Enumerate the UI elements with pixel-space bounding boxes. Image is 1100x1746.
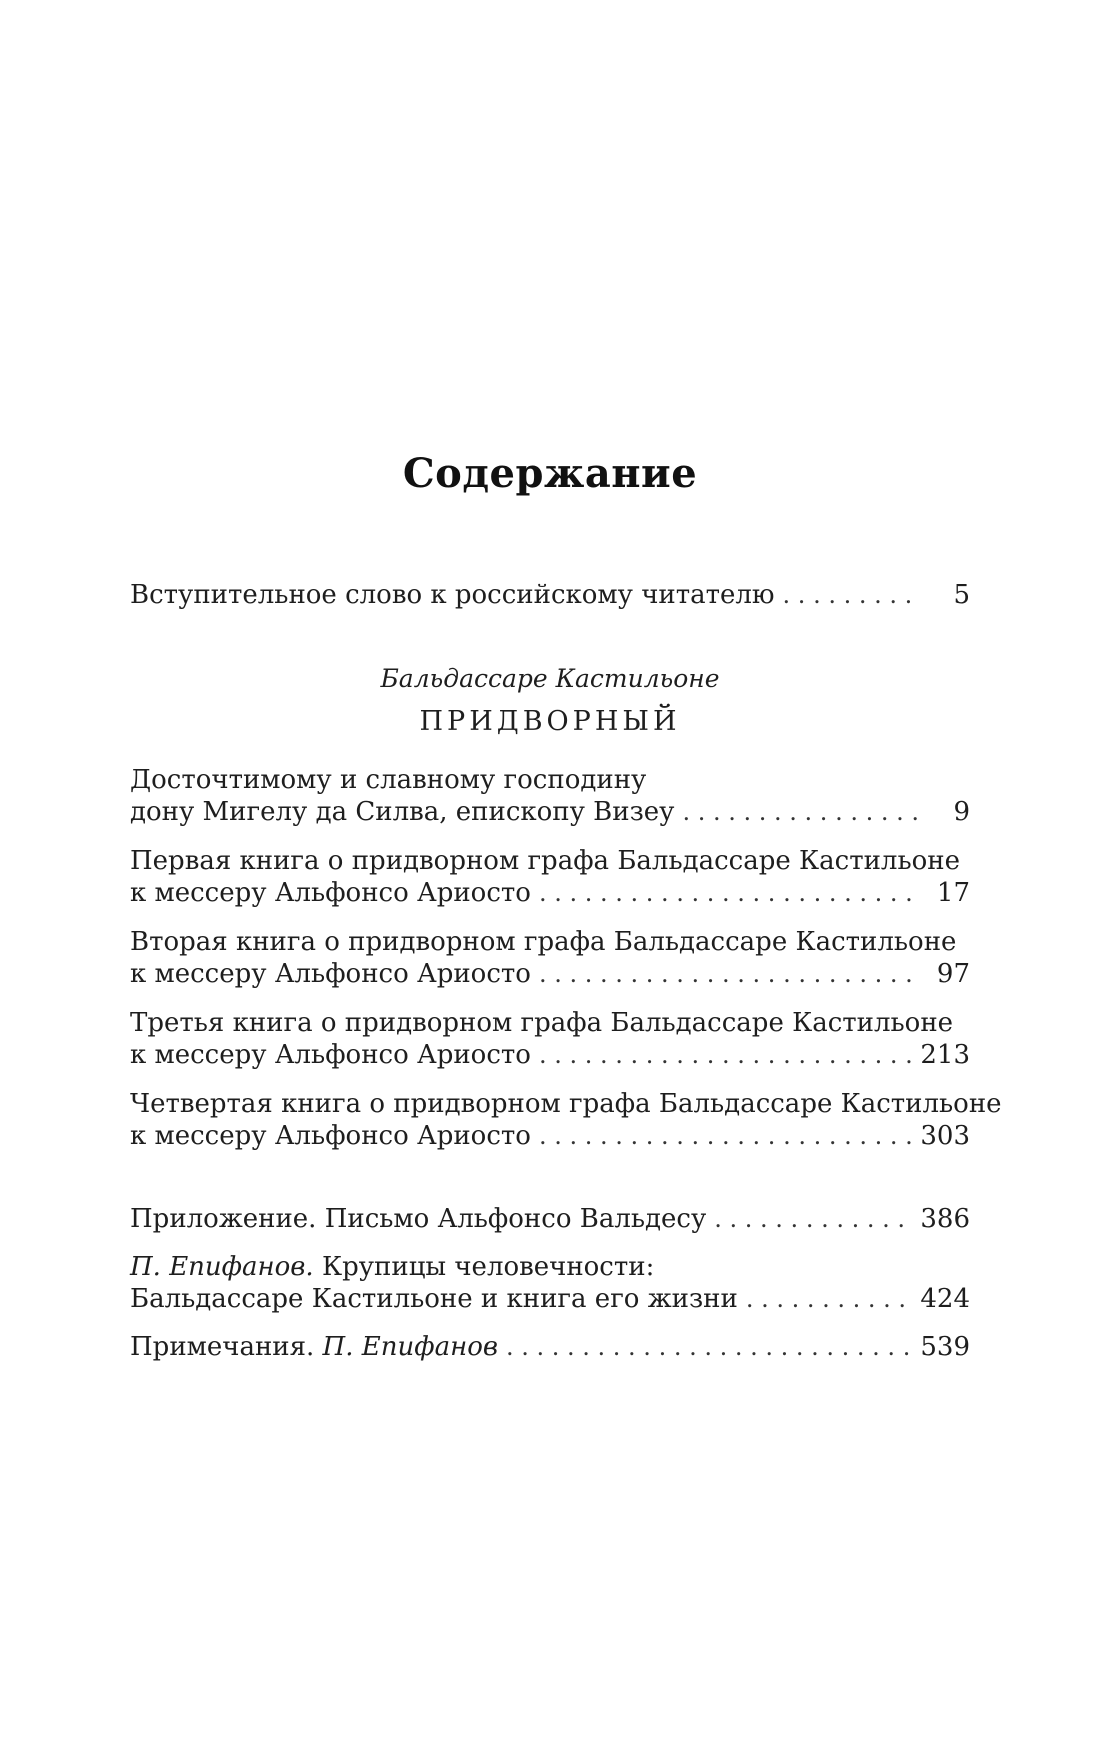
- section-author: Бальдассаре Кастильоне: [380, 664, 720, 693]
- dot-leader: [506, 1331, 912, 1363]
- toc-entry-essay[interactable]: [130, 1251, 970, 1315]
- toc-entry-line2: к мессеру Альфонсо Ариосто: [130, 959, 531, 989]
- dot-leader: [746, 1283, 913, 1315]
- section-title: ПРИДВОРНЫЙ: [419, 706, 681, 737]
- toc-entry-line2: к мессеру Альфонсо Ариосто: [130, 1040, 531, 1070]
- toc-page-number: 303: [920, 1121, 970, 1151]
- toc-entry-author: П. Епифанов: [322, 1332, 498, 1362]
- dot-leader: [539, 1039, 912, 1071]
- toc-page-number: 213: [920, 1040, 970, 1070]
- toc-entry-text: Приложение. Письмо Альфонсо Вальдесу: [130, 1204, 707, 1234]
- toc-page-number: 9: [953, 797, 970, 827]
- toc-entry-book-3[interactable]: [130, 1007, 970, 1071]
- dot-leader: [682, 796, 922, 828]
- toc-page-number: 17: [936, 878, 970, 908]
- dot-leader: [714, 1203, 912, 1235]
- toc-entry-line1: Досточтимому и славному господину: [130, 765, 647, 795]
- toc-entry-text: Примечания.: [130, 1332, 323, 1362]
- dot-leader: [783, 579, 922, 611]
- toc-page-number: 97: [936, 959, 970, 989]
- dot-leader: [539, 958, 922, 990]
- toc-page-number: 539: [920, 1332, 970, 1362]
- dot-leader: [539, 1120, 912, 1152]
- toc-entry-appendix[interactable]: [130, 1203, 970, 1235]
- toc-entry-line2: к мессеру Альфонсо Ариосто: [130, 1121, 531, 1151]
- toc-entry-line1: Первая книга о придворном графа Бальдассаре Кастильоне: [130, 846, 960, 876]
- toc-entry-book-4[interactable]: [130, 1088, 1002, 1152]
- toc-entry-line1: Четвертая книга о придворном графа Бальдассаре Кастильоне: [130, 1089, 1002, 1119]
- toc-entry-book-2[interactable]: [130, 926, 970, 990]
- toc-entry-line1: Вторая книга о придворном графа Бальдассаре Кастильоне: [130, 927, 957, 957]
- toc-entry-line1: Крупицы человечности:: [313, 1252, 655, 1282]
- toc-entry-book-1[interactable]: [130, 845, 970, 909]
- toc-entry-intro[interactable]: [130, 579, 970, 611]
- toc-entry-author: П. Епифанов.: [130, 1252, 314, 1282]
- toc-entry-line2: дону Мигелу да Силва, епископу Визеу: [130, 797, 675, 827]
- page-title: Содержание: [402, 450, 698, 497]
- toc-entry-notes[interactable]: [130, 1331, 970, 1363]
- toc-page-number: 386: [920, 1204, 970, 1234]
- toc-page-number: 424: [920, 1284, 970, 1314]
- dot-leader: [539, 877, 922, 909]
- toc-entry-text: Вступительное слово к российскому читателю: [130, 580, 775, 610]
- toc-page-number: 5: [953, 580, 970, 610]
- toc-entry-line2: к мессеру Альфонсо Ариосто: [130, 878, 531, 908]
- toc-entry-line2: Бальдассаре Кастильоне и книга его жизни: [130, 1284, 738, 1314]
- toc-entry-dedication[interactable]: [130, 764, 970, 828]
- toc-entry-line1: Третья книга о придворном графа Бальдассаре Кастильоне: [130, 1008, 954, 1038]
